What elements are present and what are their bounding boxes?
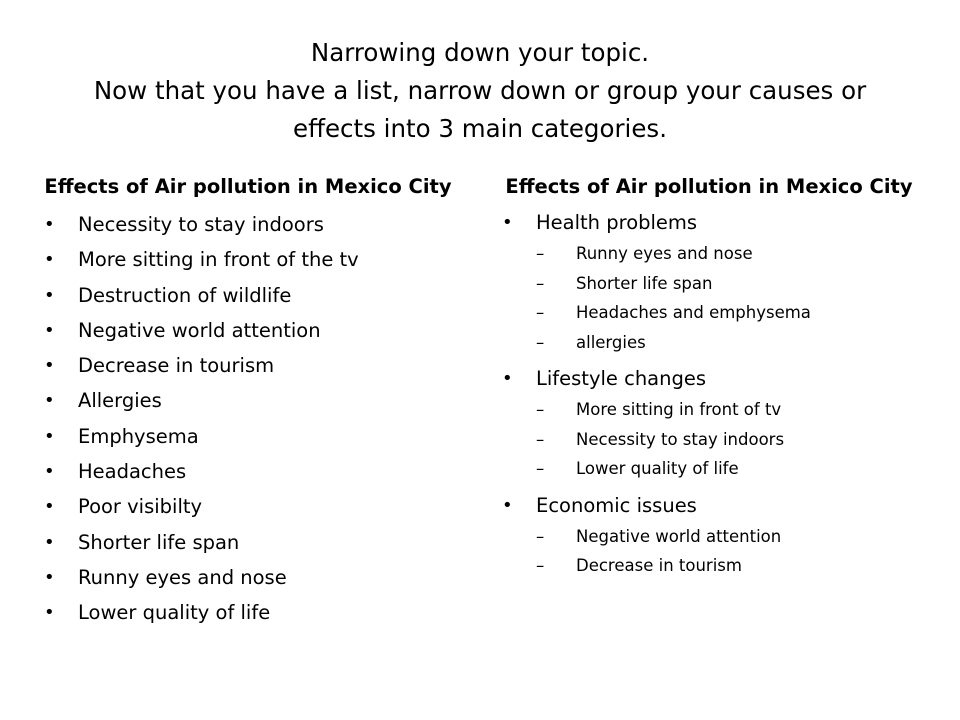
sub-list xyxy=(536,239,922,357)
slide-title xyxy=(40,34,920,148)
bullet-icon: • xyxy=(44,284,55,306)
right-bullet-list xyxy=(496,207,922,581)
sub-list-item-text: allergies xyxy=(576,332,646,352)
list-item xyxy=(38,454,458,489)
sub-list-item xyxy=(536,454,922,484)
sub-list-item xyxy=(536,522,922,552)
group-label: Lifestyle changes xyxy=(536,367,707,390)
bullet-icon: • xyxy=(502,368,513,389)
right-column-heading: Effects of Air pollution in Mexico City xyxy=(505,175,913,198)
list-item xyxy=(38,595,458,630)
list-item-text: Emphysema xyxy=(78,424,199,448)
list-item-text: Negative world attention xyxy=(78,318,321,342)
sub-list-item-text: Decrease in tourism xyxy=(576,556,742,575)
list-item-text: Allergies xyxy=(78,389,162,413)
sub-list-item-text: Headaches and emphysema xyxy=(576,303,811,322)
bullet-icon: • xyxy=(44,425,55,447)
dash-icon: – xyxy=(536,429,545,449)
sub-list-item-text: More sitting in front of tv xyxy=(576,400,782,419)
sub-list-item xyxy=(536,328,922,358)
list-item-text: Decrease in tourism xyxy=(78,354,275,378)
bullet-icon: • xyxy=(44,355,55,377)
bullet-icon: • xyxy=(502,494,513,516)
sub-list-item-text: Negative world attention xyxy=(576,526,782,546)
bullet-icon: • xyxy=(44,531,55,553)
sub-list xyxy=(536,522,922,581)
list-item-text: Shorter life span xyxy=(78,530,240,554)
left-column xyxy=(38,174,458,631)
title-line-2: Now that you have a list, narrow down or group your causes or xyxy=(93,76,867,105)
sub-list-item xyxy=(536,298,922,328)
list-item xyxy=(38,242,458,277)
list-item xyxy=(38,560,458,595)
dash-icon: – xyxy=(536,303,545,322)
list-item xyxy=(38,207,458,242)
dash-icon: – xyxy=(536,556,545,575)
sub-list-item xyxy=(536,269,922,299)
bullet-icon: • xyxy=(44,214,55,235)
left-bullet-list xyxy=(38,207,458,631)
list-item xyxy=(38,348,458,383)
bullet-icon: • xyxy=(502,212,513,233)
title-line-1: Narrowing down your topic. xyxy=(310,38,650,67)
sub-list-item-text: Shorter life span xyxy=(576,273,713,293)
list-item xyxy=(38,525,458,560)
list-item-text: More sitting in front of the tv xyxy=(78,248,359,272)
sub-list-item-text: Runny eyes and nose xyxy=(576,244,753,263)
group-label: Economic issues xyxy=(536,493,697,517)
group-lifestyle-changes xyxy=(496,363,922,484)
list-item xyxy=(38,313,458,348)
title-line-3: effects into 3 main categories. xyxy=(293,114,667,143)
bullet-icon: • xyxy=(44,319,55,341)
list-item xyxy=(38,489,458,524)
group-health-problems xyxy=(496,207,922,357)
sub-list-item-text: Necessity to stay indoors xyxy=(576,429,785,449)
list-item-text: Necessity to stay indoors xyxy=(78,213,324,236)
sub-list-item xyxy=(536,395,922,425)
list-item xyxy=(38,278,458,313)
sub-list-item xyxy=(536,425,922,455)
bullet-icon: • xyxy=(44,249,55,271)
bullet-icon: • xyxy=(44,461,55,483)
group-label: Health problems xyxy=(536,211,698,234)
dash-icon: – xyxy=(536,459,545,478)
right-column xyxy=(496,174,922,587)
list-item-text: Headaches xyxy=(78,460,187,484)
list-item xyxy=(38,383,458,418)
group-economic-issues xyxy=(496,490,922,581)
list-item-text: Destruction of wildlife xyxy=(78,283,292,307)
list-item-text: Lower quality of life xyxy=(78,601,271,625)
list-item xyxy=(38,419,458,454)
left-column-heading: Effects of Air pollution in Mexico City xyxy=(44,175,452,198)
sub-list-item xyxy=(536,239,922,269)
dash-icon: – xyxy=(536,526,545,546)
bullet-icon: • xyxy=(44,496,55,518)
bullet-icon: • xyxy=(44,602,55,624)
sub-list-item xyxy=(536,551,922,581)
sub-list xyxy=(536,395,922,484)
dash-icon: – xyxy=(536,332,545,352)
dash-icon: – xyxy=(536,273,545,293)
dash-icon: – xyxy=(536,400,545,419)
sub-list-item-text: Lower quality of life xyxy=(576,459,739,478)
bullet-icon: • xyxy=(44,566,55,588)
list-item-text: Poor visibilty xyxy=(78,495,203,519)
bullet-icon: • xyxy=(44,390,55,412)
list-item-text: Runny eyes and nose xyxy=(78,565,287,589)
dash-icon: – xyxy=(536,244,545,263)
